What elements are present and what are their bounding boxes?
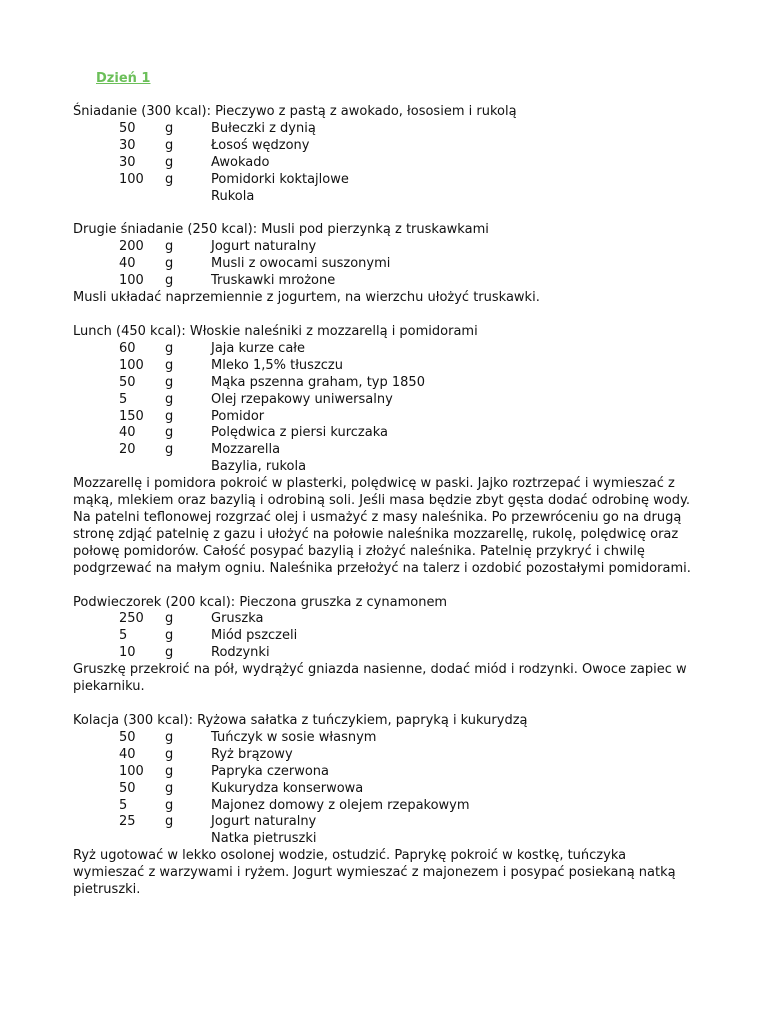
ingredient-row: [73, 121, 741, 138]
instruction-line: pietruszki.: [73, 882, 141, 898]
ingredient-qty: 30: [119, 137, 136, 153]
ingredient-unit: g: [165, 746, 174, 762]
ingredient-qty: 5: [119, 391, 128, 407]
ingredient-row: [73, 814, 741, 831]
ingredient-row: [73, 189, 741, 206]
ingredient-qty: 25: [119, 814, 136, 830]
ingredient-unit: g: [165, 120, 174, 136]
instruction-line: wymieszać z warzywami i ryżem. Jogurt wymieszać z majonezem i posypać posiekaną natką: [73, 865, 676, 881]
meal-section: [73, 595, 741, 696]
ingredient-qty: [73, 459, 165, 476]
instruction-line: Gruszkę przekroić na pół, wydrążyć gniazda nasienne, dodać miód i rodzynki. Owoce zapiec w: [73, 662, 687, 678]
ingredient-name: Truskawki mrożone: [211, 273, 336, 289]
ingredient-qty: 20: [119, 442, 136, 458]
ingredient-row: [73, 442, 741, 459]
ingredient-row: [73, 798, 741, 815]
instruction-line: Ryż ugotować w lekko osolonej wodzie, ostudzić. Paprykę pokroić w kostkę, tuńczyka: [73, 848, 627, 864]
ingredient-name: Pomidor: [211, 408, 265, 424]
ingredient-qty: 100: [119, 273, 144, 289]
ingredient-name: Awokado: [211, 154, 270, 170]
ingredient-row: [73, 256, 741, 273]
ingredient-name: Ryż brązowy: [211, 746, 293, 762]
ingredient-row: [73, 730, 741, 747]
ingredient-name: Olej rzepakowy uniwersalny: [211, 391, 393, 407]
ingredient-unit: [165, 189, 211, 206]
ingredient-row: [73, 172, 741, 189]
ingredient-unit: g: [165, 780, 174, 796]
ingredient-qty: 50: [119, 374, 136, 390]
instruction-line: Mozzarellę i pomidora pokroić w plasterki, polędwicę w paski. Jajko roztrzepać i wymieszać z: [73, 476, 675, 492]
ingredient-row: [73, 375, 741, 392]
ingredient-name: Pomidorki koktajlowe: [211, 171, 349, 187]
ingredient-row: [73, 645, 741, 662]
instruction-line: Na patelni teflonowej rozgrzać olej i usmażyć z masy naleśnika. Po przewróceniu go na drugą: [73, 509, 682, 525]
ingredient-name: Jogurt naturalny: [211, 814, 317, 830]
ingredient-unit: g: [165, 442, 174, 458]
ingredient-qty: 40: [119, 746, 136, 762]
ingredient-unit: g: [165, 763, 174, 779]
instruction-line: podgrzewać na małym ogniu. Naleśnika przełożyć na talerz i ozdobić pozostałymi pomidorami.: [73, 560, 691, 576]
ingredient-qty: 30: [119, 154, 136, 170]
ingredient-qty: [73, 831, 165, 848]
ingredient-qty: 100: [119, 763, 144, 779]
meal-section: [73, 713, 741, 899]
meal-header: Śniadanie (300 kcal): Pieczywo z pastą z awokado, łososiem i rukolą: [73, 104, 517, 119]
ingredient-row: [73, 425, 741, 442]
ingredient-qty: 100: [119, 357, 144, 373]
instruction-line: Musli układać naprzemiennie z jogurtem, na wierzchu ułożyć truskawki.: [73, 290, 540, 306]
ingredient-row: [73, 747, 741, 764]
ingredient-name: Bazylia, rukola: [211, 459, 307, 475]
meal-section: [73, 222, 741, 307]
ingredient-row: [73, 273, 741, 290]
ingredient-unit: g: [165, 171, 174, 187]
ingredient-name: Jogurt naturalny: [211, 239, 317, 255]
meal-section: [73, 104, 741, 205]
meal-section: [73, 324, 741, 578]
ingredient-name: Musli z owocami suszonymi: [211, 256, 391, 272]
ingredient-row: [73, 459, 741, 476]
ingredient-row: [73, 764, 741, 781]
ingredient-name: Bułeczki z dynią: [211, 120, 316, 136]
ingredient-qty: 10: [119, 645, 136, 661]
ingredient-qty: [73, 189, 165, 206]
ingredient-name: Papryka czerwona: [211, 763, 330, 779]
ingredient-name: Natka pietruszki: [211, 831, 317, 847]
meal-header: Podwieczorek (200 kcal): Pieczona gruszka z cynamonem: [73, 594, 448, 610]
ingredient-qty: 50: [119, 120, 136, 136]
ingredient-name: Łosoś wędzony: [211, 137, 310, 153]
ingredient-unit: g: [165, 729, 174, 745]
ingredient-unit: g: [165, 256, 174, 272]
ingredient-unit: g: [165, 645, 174, 661]
ingredient-qty: 60: [119, 340, 136, 356]
ingredient-unit: g: [165, 611, 174, 627]
ingredient-qty: 40: [119, 425, 136, 441]
ingredient-row: [73, 409, 741, 426]
ingredient-name: Rodzynki: [211, 645, 270, 661]
ingredient-row: [73, 392, 741, 409]
ingredient-name: Miód pszczeli: [211, 628, 298, 644]
ingredient-unit: g: [165, 154, 174, 170]
ingredient-unit: [165, 459, 211, 476]
ingredient-name: Jaja kurze całe: [211, 340, 305, 356]
ingredient-qty: 200: [119, 239, 144, 255]
ingredient-name: Mozzarella: [211, 442, 281, 458]
day-title: Dzień 1: [96, 71, 151, 86]
instruction-line: połowę pomidorów. Całość posypać bazylią i złożyć naleśnika. Patelnię przykryć i chwilę: [73, 543, 645, 559]
ingredient-unit: g: [165, 340, 174, 356]
ingredient-unit: g: [165, 408, 174, 424]
meal-header: Kolacja (300 kcal): Ryżowa sałatka z tuńczykiem, papryką i kukurydzą: [73, 713, 528, 728]
ingredient-unit: g: [165, 628, 174, 644]
instruction-line: mąką, mlekiem oraz bazylią i odrobiną soli. Jeśli masa będzie zbyt gęsta dodać odrobinę wody.: [73, 493, 690, 509]
ingredient-unit: g: [165, 357, 174, 373]
ingredient-name: Mąka pszenna graham, typ 1850: [211, 374, 425, 390]
ingredient-qty: 40: [119, 256, 136, 272]
ingredient-unit: [165, 831, 211, 848]
instruction-line: piekarniku.: [73, 679, 145, 695]
ingredient-row: [73, 358, 741, 375]
ingredient-name: Tuńczyk w sosie własnym: [211, 729, 377, 745]
ingredient-unit: g: [165, 374, 174, 390]
instruction-line: stronę zdjąć patelnię z gazu i ułożyć na połowie naleśnika mozzarellę, rukolę, polędwicę oraz: [73, 526, 679, 542]
ingredient-row: [73, 341, 741, 358]
ingredient-name: Majonez domowy z olejem rzepakowym: [211, 797, 470, 813]
ingredient-name: Mleko 1,5% tłuszczu: [211, 357, 343, 373]
ingredient-row: [73, 611, 741, 628]
ingredient-unit: g: [165, 137, 174, 153]
ingredient-name: Kukurydza konserwowa: [211, 780, 364, 796]
ingredient-unit: g: [165, 425, 174, 441]
ingredient-name: Gruszka: [211, 611, 264, 627]
ingredient-qty: 50: [119, 780, 136, 796]
ingredient-unit: g: [165, 814, 174, 830]
ingredient-qty: 50: [119, 729, 136, 745]
ingredient-row: [73, 781, 741, 798]
ingredient-unit: g: [165, 239, 174, 255]
meal-plan: [73, 104, 741, 916]
ingredient-unit: g: [165, 797, 174, 813]
ingredient-row: [73, 155, 741, 172]
ingredient-name: Rukola: [211, 188, 255, 204]
ingredient-qty: 150: [119, 408, 144, 424]
meal-header: Drugie śniadanie (250 kcal): Musli pod pierzynką z truskawkami: [73, 222, 489, 238]
ingredient-row: [73, 138, 741, 155]
ingredient-qty: 250: [119, 611, 144, 627]
ingredient-unit: g: [165, 391, 174, 407]
meal-header: Lunch (450 kcal): Włoskie naleśniki z mozzarellą i pomidorami: [73, 323, 478, 339]
ingredient-row: [73, 831, 741, 848]
ingredient-unit: g: [165, 273, 174, 289]
ingredient-qty: 5: [119, 797, 128, 813]
ingredient-row: [73, 628, 741, 645]
ingredient-qty: 100: [119, 171, 144, 187]
ingredient-row: [73, 239, 741, 256]
ingredient-name: Polędwica z piersi kurczaka: [211, 425, 388, 441]
ingredient-qty: 5: [119, 628, 128, 644]
